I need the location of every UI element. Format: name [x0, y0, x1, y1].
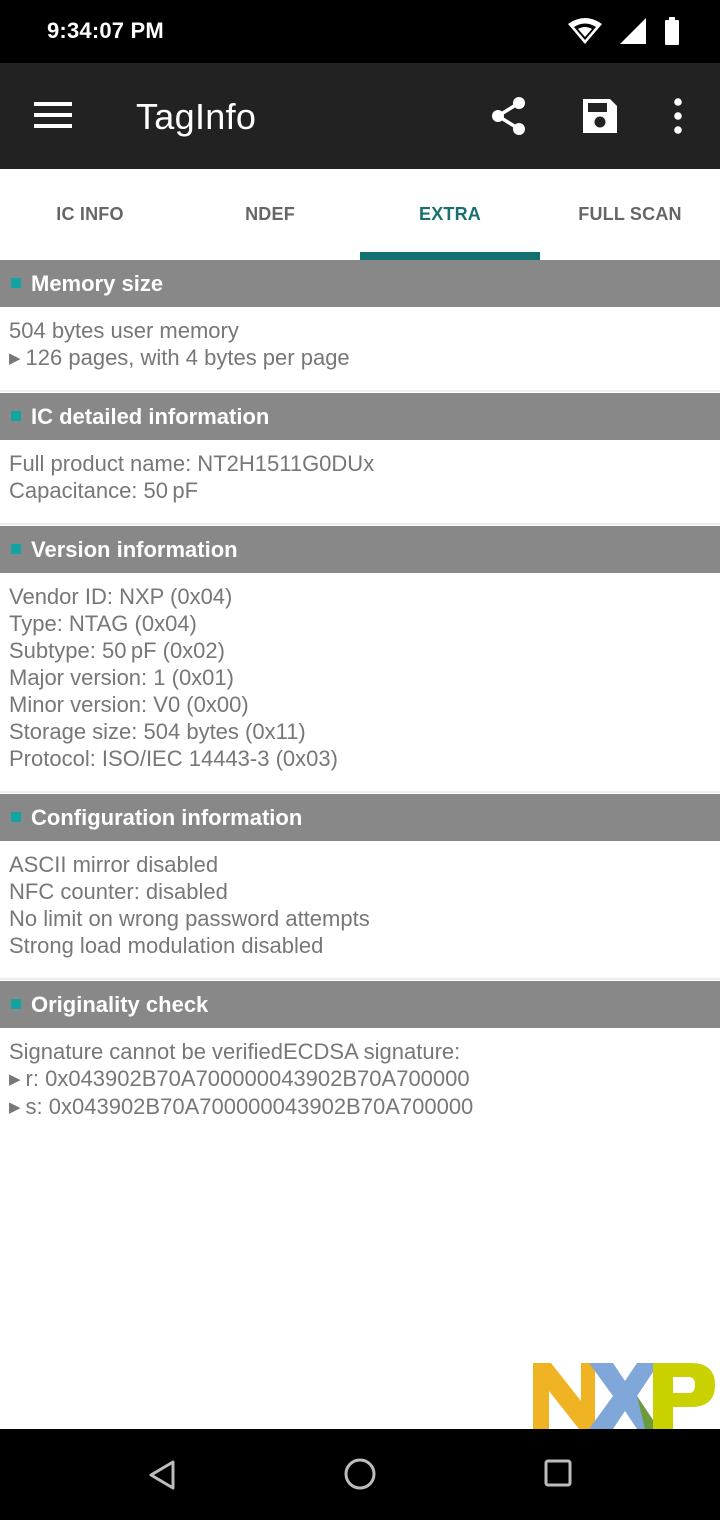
nav-bar [0, 1429, 720, 1520]
divider [0, 978, 720, 980]
expand-arrow-icon: ▶ [9, 1099, 21, 1116]
status-icons [568, 16, 680, 46]
status-bar [0, 0, 720, 63]
section-header-version-information [0, 526, 720, 573]
tab-ic-info[interactable]: IC INFO [56, 204, 124, 224]
tab-ndef[interactable]: NDEF [245, 204, 295, 224]
expand-arrow-icon: ▶ [9, 1071, 21, 1088]
info-line: Type: NTAG (0x04) [9, 611, 197, 636]
divider [0, 523, 720, 525]
info-line-text: 126 pages, with 4 bytes per page [25, 345, 350, 370]
more-icon[interactable] [670, 97, 686, 135]
section-bullet [11, 999, 21, 1009]
info-line: Minor version: V0 (0x00) [9, 692, 249, 717]
nxp-logo [533, 1363, 715, 1429]
divider [0, 390, 720, 392]
section-header-ic-detailed-information [0, 393, 720, 440]
section-body-configuration-information [9, 851, 709, 959]
section-body-ic-detailed-information [9, 450, 709, 504]
section-body-version-information [9, 583, 709, 772]
info-line-text: r: 0x043902B70A700000043902B70A700000 [25, 1066, 470, 1091]
save-icon[interactable] [581, 97, 619, 135]
expand-arrow-icon: ▶ [9, 350, 21, 367]
section-header-memory-size [0, 260, 720, 307]
app-bar [0, 63, 720, 169]
tab-full-scan[interactable]: FULL SCAN [578, 204, 682, 224]
info-line: Capacitance: 50 pF [9, 478, 199, 503]
divider [0, 791, 720, 793]
info-line: 504 bytes user memory [9, 318, 239, 343]
wifi-icon [568, 18, 602, 44]
section-body-originality-check [9, 1038, 709, 1121]
section-bullet [11, 544, 21, 554]
info-line: Major version: 1 (0x01) [9, 665, 234, 690]
section-title: Originality check [31, 992, 209, 1017]
recents-icon[interactable] [544, 1459, 572, 1487]
tab-indicator [360, 252, 540, 260]
tab-extra[interactable]: EXTRA [418, 204, 481, 224]
info-line: NFC counter: disabled [9, 879, 228, 904]
app-title: TagInfo [136, 96, 257, 137]
info-line: No limit on wrong password attempts [9, 906, 370, 931]
signal-icon [620, 18, 646, 44]
home-icon[interactable] [343, 1457, 377, 1491]
info-line: Storage size: 504 bytes (0x11) [9, 719, 306, 744]
info-line-text: s: 0x043902B70A700000043902B70A700000 [25, 1094, 474, 1119]
section-bullet [11, 278, 21, 288]
section-header-configuration-information [0, 794, 720, 841]
section-bullet [11, 411, 21, 421]
menu-icon[interactable] [34, 99, 72, 131]
section-bullet [11, 812, 21, 822]
tab-bar [0, 169, 720, 260]
info-line-expandable[interactable] [9, 1093, 709, 1121]
info-line: ASCII mirror disabled [9, 852, 219, 877]
info-line: Vendor ID: NXP (0x04) [9, 584, 233, 609]
info-line: Full product name: NT2H1511G0DUx [9, 451, 375, 476]
section-header-originality-check [0, 981, 720, 1028]
status-time: 9:34:07 PM [47, 18, 164, 43]
section-title: Version information [31, 537, 238, 562]
info-line-expandable[interactable] [9, 1065, 709, 1093]
info-line: Signature cannot be verifiedECDSA signature: [9, 1039, 461, 1064]
battery-icon [664, 17, 680, 45]
section-body-memory-size [9, 317, 709, 372]
section-title: Configuration information [31, 805, 303, 830]
info-line: Protocol: ISO/IEC 14443-3 (0x03) [9, 746, 338, 771]
section-title: Memory size [31, 271, 164, 296]
back-icon[interactable] [147, 1459, 177, 1491]
share-icon[interactable] [489, 96, 529, 136]
section-title: IC detailed information [31, 404, 270, 429]
info-line-expandable[interactable] [9, 344, 709, 372]
info-line: Strong load modulation disabled [9, 933, 324, 958]
info-line: Subtype: 50 pF (0x02) [9, 638, 225, 663]
